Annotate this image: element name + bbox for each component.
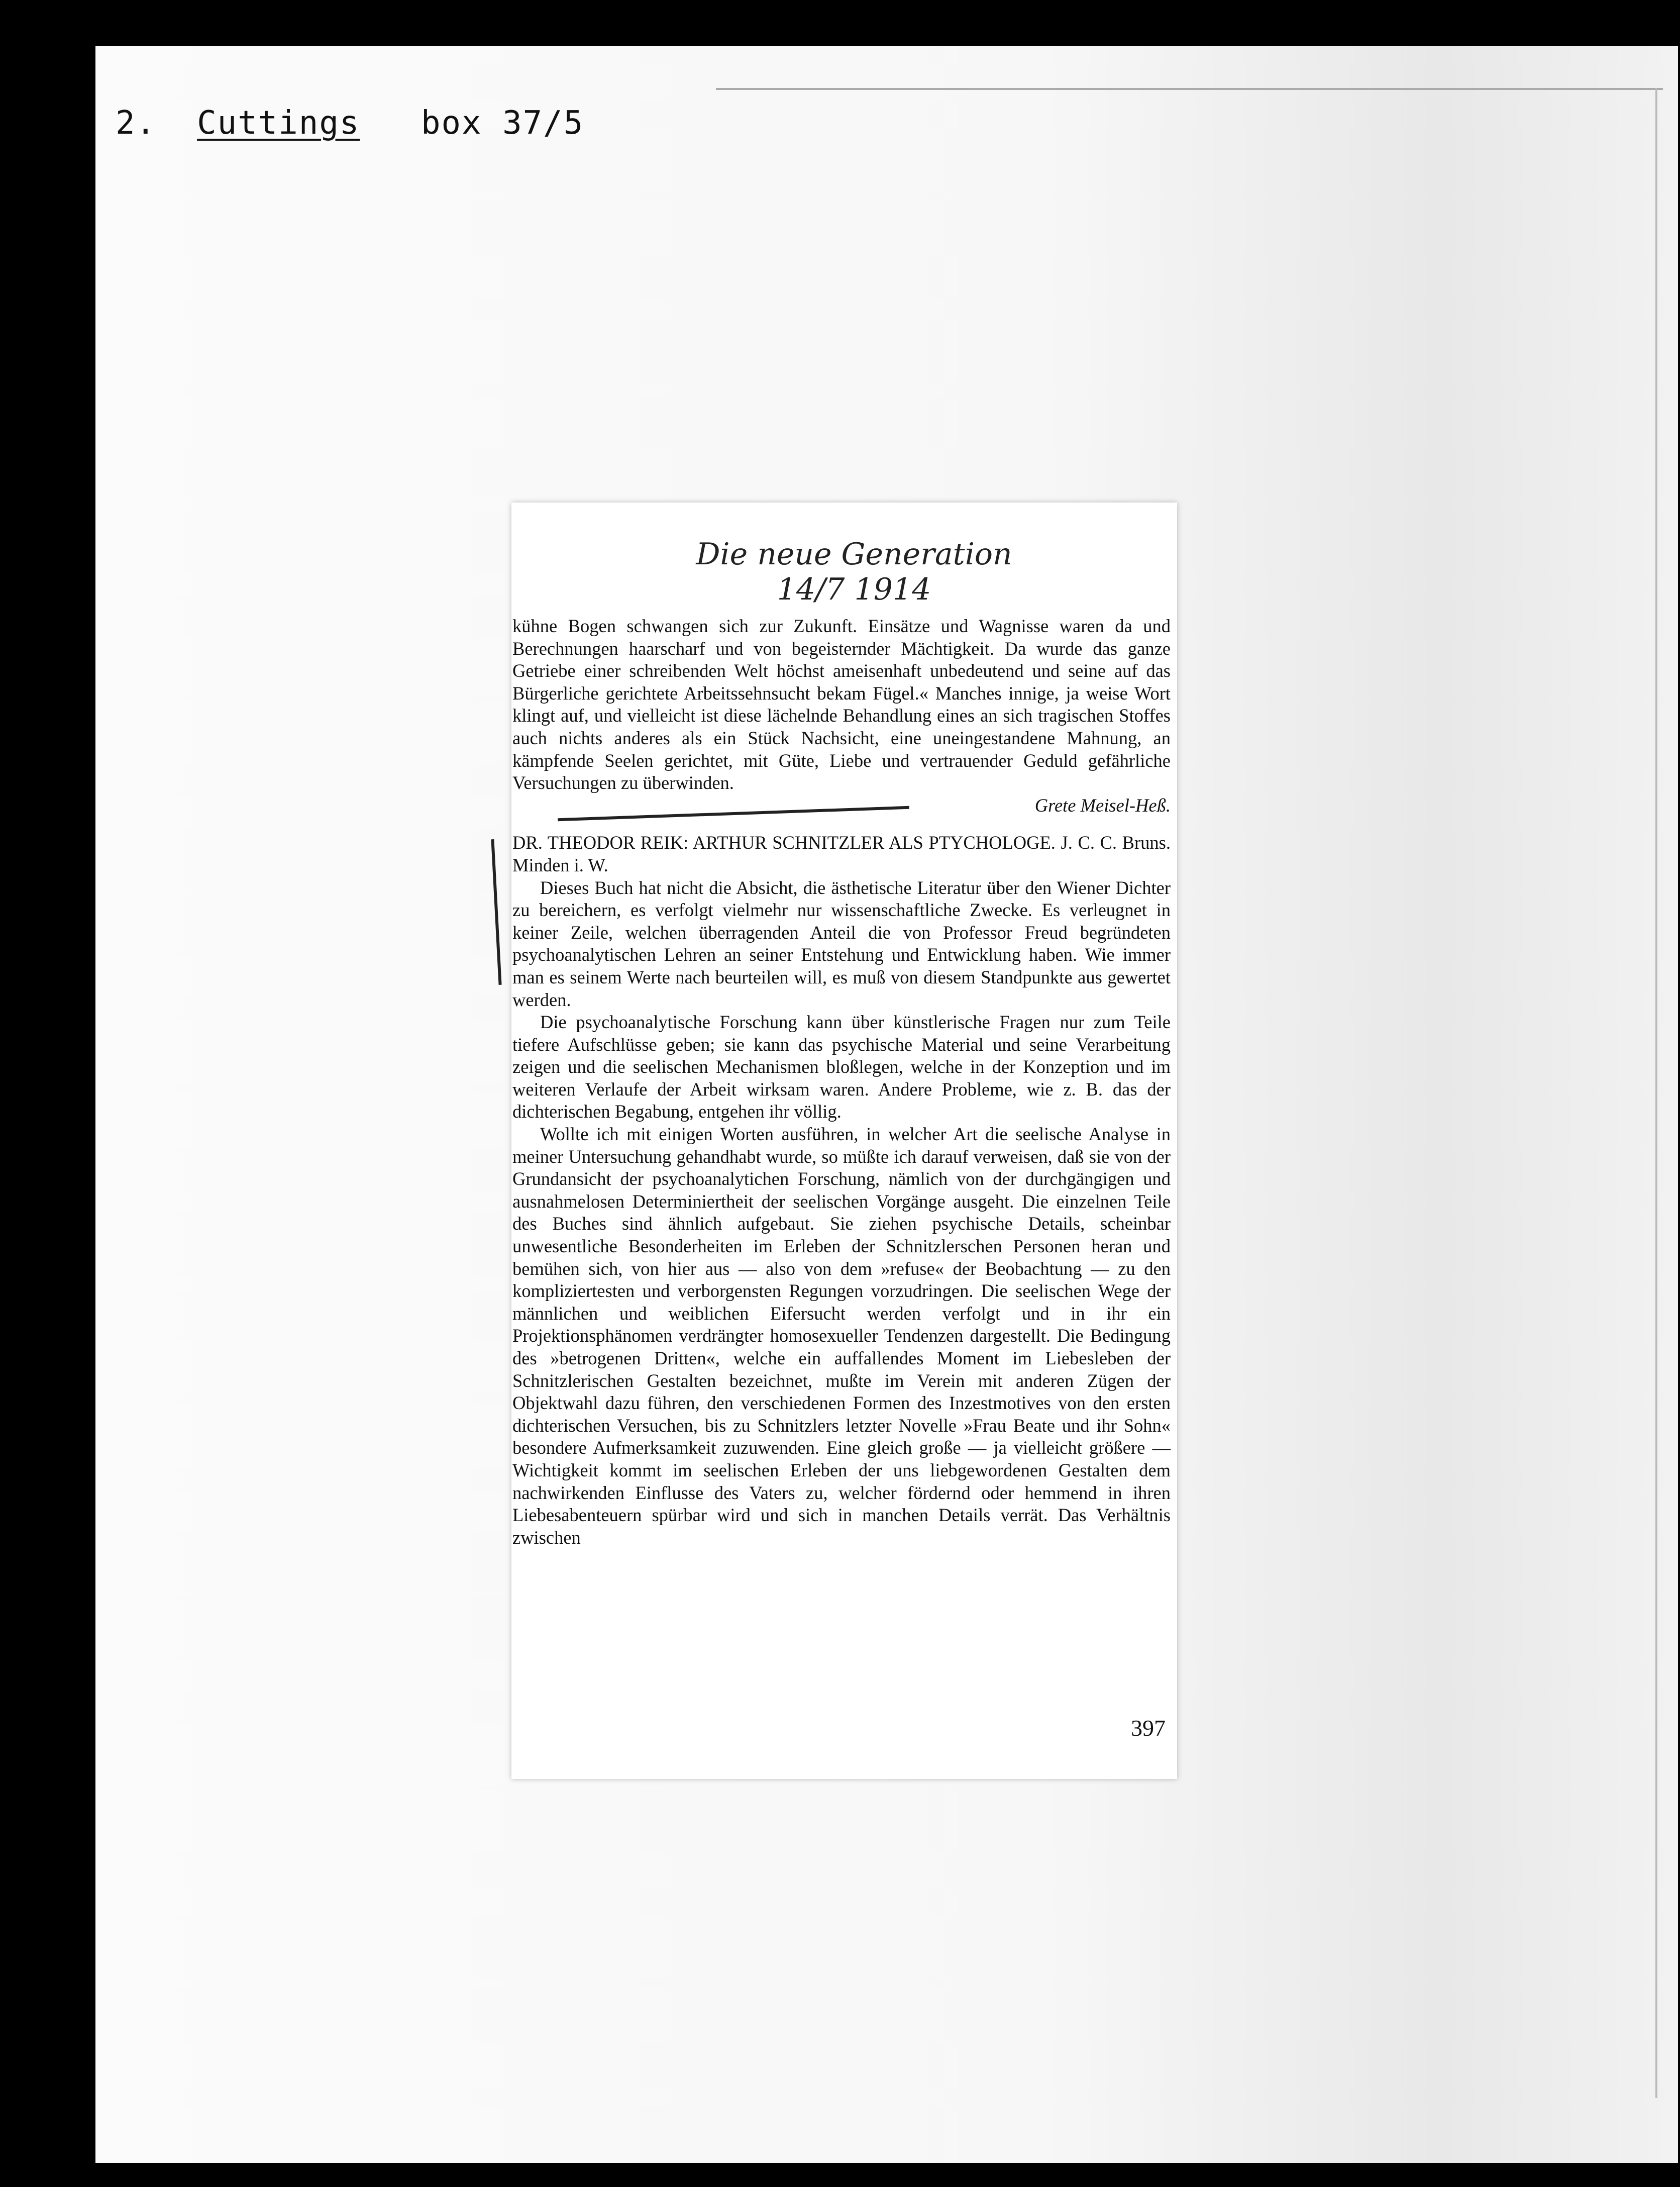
handwritten-source: Die neue Generation (696, 537, 1012, 572)
handwritten-date: 14/7 1914 (777, 572, 931, 607)
review-paragraph: Die psychoanalytische Forschung kann über künstlerische Fragen nur zum Teile tiefere Aufschlüsse geben; sie kann das psychische Material und seine Verarbeitung zeigen und die seelischen Mechanismen bloßlegen, welche in der Konzeption und im weiteren Verlaufe der Arbeit wirksam waren. Andere Probleme, wie z. B. das der dichterischen Begabung, entgehen ihr völlig. (512, 1012, 1171, 1122)
heading-box: box 37/5 (421, 105, 584, 142)
archive-heading (116, 105, 584, 150)
review-heading: DR. THEODOR REIK: ARTHUR SCHNITZLER ALS PTYCHOLOGE. J. C. C. Bruns. Minden i. W. (512, 832, 1171, 875)
scan-edge-mark-top (716, 88, 1663, 90)
heading-number: 2. (116, 105, 157, 142)
review-paragraph: Wollte ich mit einigen Worten ausführen, in welcher Art die seelische Analyse in meiner Untersuchung gehandhabt wurde, so müßte ich darauf verweisen, daß sie von der Grundansicht der psychoanalytichen Forschung, nämlich von der durchgängigen und ausnahmelosen Determiniertheit der seelischen Vorgänge ausgeht. Die einzelnen Teile des Buches sind ähnlich aufgebaut. Sie ziehen psychische Details, scheinbar unwesentliche Besonderheiten im Erleben der Schnitzlerschen Personen heran und bemühen sich, von hier aus — also von dem »refuse« der Beobachtung — zu den kompliziertesten und verborgensten Regungen vorzudringen. Die seelischen Wege der männlichen und weiblichen Eifersucht werden verfolgt und in ihr ein Projektionsphänomen verdrängter homosexueller Tendenzen dargestellt. Die Bedingung des »betrogenen Dritten«, welche ein auffallendes Moment im Liebesleben der Schnitzlerischen Gestalten bezeichnet, mußte im Verein mit anderen Zügen der Objektwahl dazu führen, den verschiedenen Formen des Inzestmotives von den ersten dichterischen Versuchen, bis zu Schnitzlers letzter Novelle »Frau Beate und ihr Sohn« besondere Aufmerksamkeit zuzuwenden. Eine gleich große — ja vielleicht größere — Wichtigkeit kommt im seelischen Erleben der uns liebgewordenen Gestalten dem nachwirkenden Einflusse des Vaters zu, welcher fördernd oder hemmend in ihren Liebesabenteuern spürbar wird und sich in manchen Details verrät. Das Verhältnis zwischen (512, 1124, 1171, 1548)
heading-title: Cuttings (197, 105, 360, 142)
clipping-text (512, 615, 1171, 1549)
scan-edge-mark-right (1655, 88, 1657, 2098)
author-signature: Grete Meisel-Heß. (1034, 794, 1171, 816)
intro-paragraph: kühne Bogen schwangen sich zur Zukunft. Einsätze und Wagnisse waren da und Berechnungen haarscharf und von begeisternder Mächtigkeit. Da wurde das ganze Getriebe einer schreibenden Welt höchst ameisenhaft unbedeutend und seine auf das Bürgerliche gerichtete Arbeitssehnsucht bekam Fügel.« Manches innige, ja weise Wort klingt auf, und vielleicht ist diese lächelnde Behandlung eines an sich tragischen Stoffes auch nichts anderes als ein Stück Nachsicht, eine uneingestandene Mahnung, an kämpfende Seelen gerichtet, mit Güte, Liebe und vertrauender Geduld gefährliche Versuchungen zu überwinden. (512, 616, 1171, 793)
handwritten-note (653, 537, 1055, 612)
page-number: 397 (1131, 1715, 1166, 1741)
review-paragraph: Dieses Buch hat nicht die Absicht, die ästhetische Literatur über den Wiener Dichter zu bereichern, es verfolgt vielmehr nur wissenschaftliche Zwecke. Es verleugnet in keiner Zeile, welchen überragenden Anteil die von Professor Freud begründeten psychoanalytischen Lehren an seiner Entstehung und Entwicklung haben. Wie immer man es seinem Werte nach beurteilen will, es muß von diesem Standpunkte aus gewertet werden. (512, 877, 1171, 1010)
